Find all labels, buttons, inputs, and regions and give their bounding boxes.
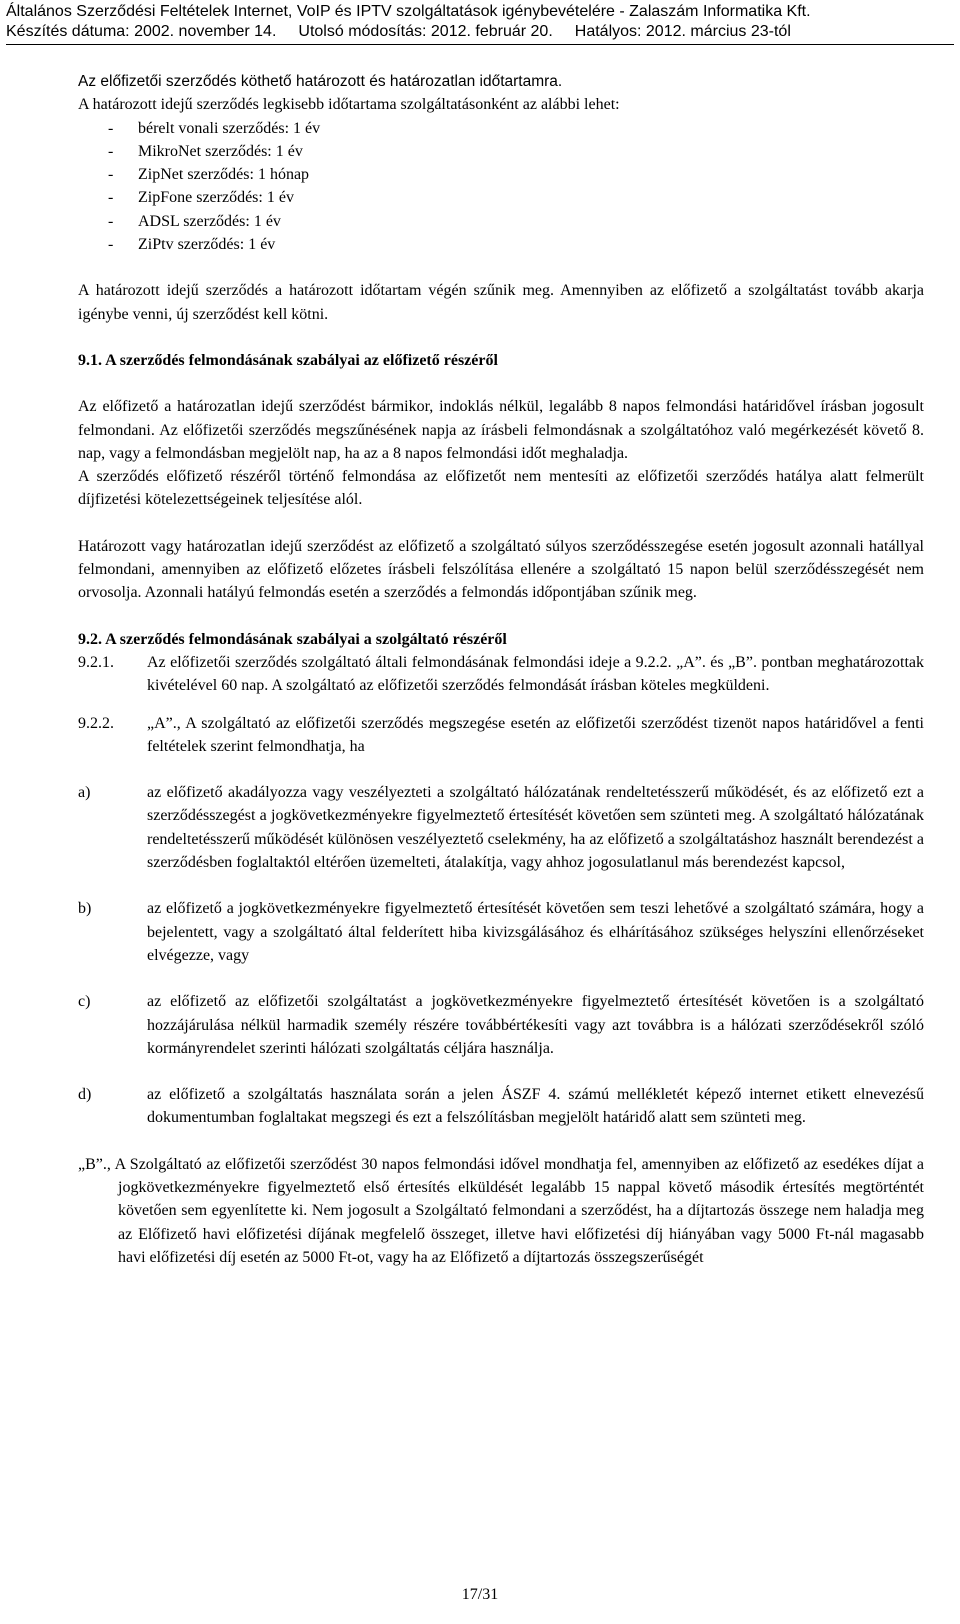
s91-paragraph-1: Az előfizető a határozatlan idejű szerződést bármikor, indoklás nélkül, legalább 8 napos felmondási határidővel írásban jogosult felmondani. Az előfizetői szerződés megszűnésének napja az írásbeli felmondásnak a szolgáltatóhoz való megérkezését követő 8. nap, vagy a felmondásban megjelölt nap, ha az a 8 napos felmondási időt meghaladja. <box>78 398 924 462</box>
clause-9-2-1 <box>78 651 924 698</box>
clause-item-d: d) az előfizető a szolgáltatás használata során a jelen ÁSZF 4. számú mellékletét képező internet etikett elnevezésű dokumentumban foglaltakat megszegi és ezt a felszólításban megjelölt határidő alatt sem szünteti meg. <box>78 1086 924 1127</box>
clause-item-b: b) az előfizető a jogkövetkezményekre figyelmeztető értesítését követően sem teszi lehetővé a szolgáltató számára, hogy a bejelentett, vagy a szolgáltató által felderített hiba kivizsgálásához és elhárításához szükséges helyszíni ellenőrzéseket elvégezze, vagy <box>78 900 924 964</box>
clause-number: 9.2.2. <box>78 714 114 732</box>
s91-paragraph-2: A szerződés előfizető részéről történő felmondása az előfizetőt nem mentesíti az előfizetői szerződés hatálya alatt felmerült díjfizetési kötelezettségeinek teljesítése alól. <box>78 468 924 509</box>
header-effective: Hatályos: 2012. március 23-tól <box>574 23 791 40</box>
list-item: - bérelt vonali szerződés: 1 év <box>108 119 321 137</box>
clause-9-2-2 <box>78 712 924 759</box>
clause-item-c: c) az előfizető az előfizetői szolgáltatást a jogkövetkezményekre figyelmeztető értesítését követően is a szolgáltató hozzájárulása nélkül harmadik személy részére továbbértékesíti vagy azt továbbra is a hálózati szerződésekről szóló kormányrendelet szerinti hálózati szolgáltatás céljára használja. <box>78 993 924 1057</box>
header-modified: Utolsó módosítás: 2012. február 20. <box>298 23 553 40</box>
list-item: - ZiPtv szerződés: 1 év <box>108 236 276 254</box>
intro-paragraph-3: A határozott idejű szerződés a határozott időtartam végén szűnik meg. Amennyiben az előfizető a szolgáltatást tovább akarja igénybe venni, új szerződést kell kötni. <box>78 282 924 323</box>
list-item: - ADSL szerződés: 1 év <box>108 212 281 230</box>
clause-item-a: a) az előfizető akadályozza vagy veszélyezteti a szolgáltató hálózatának rendeltetésszerű működését, és az előfizető ezt a szerződésszegést a jogkövetkezményekre figyelmeztető értesítését követően sem szünteti meg. A szolgáltató hálózatának rendeltetésszerű működését különösen veszélyeztető cselekmény, ha az előfizető a szolgáltatáshoz használt berendezést a szerződésben foglaltaktól eltérően üzemelteti, átalakítja, vagy ahhoz jogosulatlanul más berendezést kapcsol, <box>78 784 924 872</box>
clause-number: 9.2.1. <box>78 653 114 671</box>
header-title: Általános Szerződési Feltételek Internet, VoIP és IPTV szolgáltatások igénybevételére - Zalaszám Informatika Kft. <box>6 3 811 20</box>
list-item: - ZipNet szerződés: 1 hónap <box>108 166 310 184</box>
s91-paragraph-3: Határozott vagy határozatlan idejű szerződést az előfizető a szolgáltató súlyos szerződésszegése esetén jogosult azonnali hatállyal felmondani, amennyiben az előfizető előzetes írásbeli felszólítása ellenére a szolgáltató 15 napon belül szerződésszegését nem orvosolja. Azonnali hatályú felmondás esetén a szerződés a felmondás időpontjában szűnik meg. <box>78 537 924 602</box>
clause-text: Az előfizetői szerződés szolgáltató általi felmondásának felmondási ideje a 9.2.2. „A”. és „B”. pontban meghatározottak kivételével 60 nap. A szolgáltató az előfizetői szerződés felmondását írásban köteles megküldeni. <box>147 653 924 695</box>
list-item: - ZipFone szerződés: 1 év <box>108 189 294 207</box>
page-number: 17/31 <box>461 1586 499 1603</box>
min-duration-list <box>78 117 924 257</box>
section-heading-9-2: 9.2. A szerződés felmondásának szabályai a szolgáltató részéről <box>78 630 507 648</box>
intro-paragraph-1: Az előfizetői szerződés köthető határozott és határozatlan időtartamra. <box>78 73 563 90</box>
header-dates <box>6 22 954 42</box>
header-created: Készítés dátuma: 2002. november 14. <box>6 23 277 40</box>
intro-paragraph-2: A határozott idejű szerződés legkisebb időtartama szolgáltatásonként az alábbi lehet: <box>78 96 620 114</box>
clause-text: „A”., A szolgáltató az előfizetői szerződés megszegése esetén az előfizetői szerződést tizenöt napos határidővel a fenti feltételek szerint felmondhatja, ha <box>147 714 924 755</box>
header-divider <box>6 44 954 45</box>
clause-b-paragraph: „B”., A Szolgáltató az előfizetői szerződést 30 napos felmondási idővel mondhatja fel, amennyiben az előfizető az esedékes díjat a jogkövetkezményekre figyelmeztető első értesítés elküldését legalább 15 nappal követő második értesítés megtörténtét követően sem egyenlítette ki. Nem jogosult a Szolgáltató felmondani a szerződést, ha a díjtartozás összege nem haladja meg az Előfizető havi előfizetési díjának megfelelő összeget, illetve havi előfizetési díj hiányában vagy 5000 Ft-nál magasabb havi előfizetési díj esetén az 5000 Ft-ot, vagy ha az Előfizető a díjtartozás összegszerűségét <box>78 1155 924 1266</box>
section-heading-9-1: 9.1. A szerződés felmondásának szabályai az előfizető részéről <box>78 351 498 369</box>
document-body <box>78 70 924 1269</box>
list-item: - MikroNet szerződés: 1 év <box>108 142 303 160</box>
page-header <box>6 2 954 42</box>
